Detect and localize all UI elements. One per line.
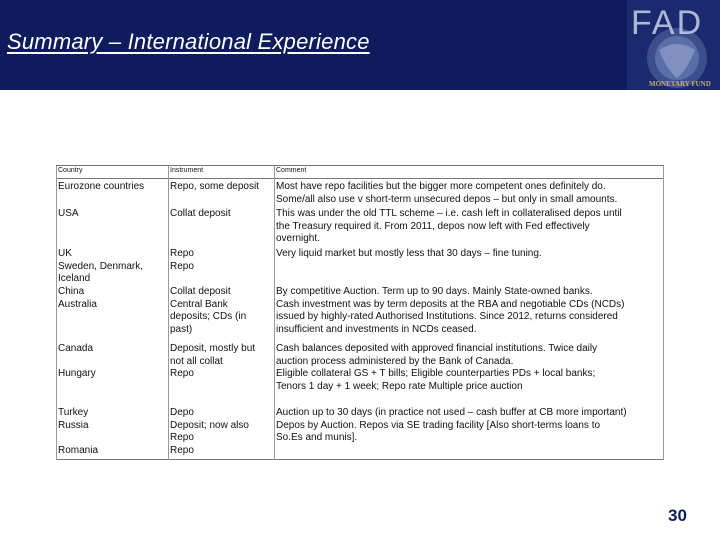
comment-cell	[276, 208, 664, 246]
comment-line: By competitive Auction. Term up to 90 days. Mainly State-owned banks.	[276, 286, 593, 297]
column-header: Instrument	[170, 167, 204, 174]
instrument-line: Repo	[170, 432, 194, 443]
fad-imf-logo	[627, 0, 720, 90]
comment-line: Most have repo facilities but the bigger more competent ones definitely do.	[276, 181, 606, 192]
comment-line: This was under the old TTL scheme – i.e. cash left in collateralised depos until	[276, 208, 622, 219]
comment-cell	[276, 343, 664, 393]
country-line: Canada	[58, 343, 94, 354]
country-line: Australia	[58, 298, 97, 310]
country-line: Eurozone countries	[58, 181, 145, 192]
country-line: Turkey	[58, 407, 89, 418]
comment-line: overnight.	[276, 233, 320, 244]
country-line: Iceland	[58, 273, 91, 284]
instrument-line: deposits; CDs (in	[170, 311, 247, 322]
instrument-line: Repo, some deposit	[170, 181, 259, 192]
header-divider	[56, 178, 664, 179]
instrument-line: not all collat	[170, 355, 223, 367]
instrument-line: Collat deposit	[170, 208, 231, 219]
country-line: Russia	[58, 419, 89, 431]
comment-line: Eligible collateral GS + T bills; Eligible counterparties PDs + local banks;	[276, 368, 596, 379]
comment-line: Depos by Auction. Repos via SE trading facility [Also short-terms loans to	[276, 419, 601, 431]
column-divider	[274, 166, 275, 460]
comment-line: So.Es and munis].	[276, 432, 358, 443]
instrument-line: Deposit, mostly but	[170, 343, 256, 354]
country-line	[58, 356, 166, 369]
page-number: 30	[668, 506, 687, 525]
top-divider	[56, 165, 664, 166]
comment-line: Tenors 1 day + 1 week; Repo rate Multiple price auction	[276, 380, 523, 392]
country-line: Romania	[58, 444, 99, 456]
instrument-cell	[170, 343, 274, 381]
country-line: Hungary	[58, 368, 96, 379]
comment-line: Cash investment was by term deposits at the RBA and negotiable CDs (NCDs)	[276, 298, 625, 310]
country-line: UK	[58, 248, 72, 259]
comment-line: the Treasury required it. From 2011, depos now left with Fed effectively	[276, 220, 590, 232]
comment-cell	[276, 407, 664, 445]
instrument-cell	[170, 181, 274, 194]
instrument-line: Depo	[170, 407, 194, 418]
instrument-cell	[170, 407, 274, 457]
comment-line: Cash balances deposited with approved financial institutions. Twice daily	[276, 343, 598, 354]
comment-line: issued by highly-rated Authorised Institutions. Since 2012, returns considered	[276, 311, 618, 322]
instrument-line: Central Bank	[170, 298, 228, 310]
column-divider	[168, 166, 169, 460]
instrument-line: Repo	[170, 368, 194, 379]
country-line: China	[58, 286, 85, 297]
instrument-line: Repo	[170, 248, 194, 259]
instrument-line: past)	[170, 323, 193, 335]
logo-text: FAD	[631, 4, 704, 42]
comment-line: insufficient and investments in NCDs ceased.	[276, 323, 477, 335]
comment-line: Auction up to 30 days (in practice not used – cash buffer at CB more important)	[276, 407, 627, 418]
column-header: Comment	[276, 167, 307, 174]
logo-ring-text: MONETARY FUND	[649, 80, 711, 88]
instrument-line: Collat deposit	[170, 286, 231, 297]
country-cell	[58, 248, 166, 286]
country-line: USA	[58, 208, 79, 219]
comment-line: Very liquid market but mostly less that 30 days – fine tuning.	[276, 248, 542, 259]
country-cell	[58, 286, 166, 311]
instrument-line: Deposit; now also	[170, 419, 249, 431]
comment-cell	[276, 181, 664, 206]
country-line: Sweden, Denmark,	[58, 260, 144, 272]
instrument-cell	[170, 286, 274, 336]
comment-cell	[276, 286, 664, 336]
slide-header	[0, 0, 720, 90]
bottom-divider	[56, 459, 664, 460]
comment-cell	[276, 248, 664, 261]
slide-title: Summary – International Experience	[7, 29, 370, 54]
country-cell	[58, 181, 166, 194]
instrument-cell	[170, 208, 274, 221]
country-cell	[58, 407, 166, 457]
column-header: Country	[58, 167, 83, 174]
instrument-cell	[170, 248, 274, 273]
country-line	[58, 432, 166, 445]
column-divider	[56, 166, 57, 460]
instrument-line: Repo	[170, 260, 194, 272]
instrument-line: Repo	[170, 444, 194, 456]
country-cell	[58, 208, 166, 221]
comment-line: auction process administered by the Bank of Canada.	[276, 355, 514, 367]
comment-line: Some/all also use v short-term unsecured depos – but only in small amounts.	[276, 193, 618, 205]
column-divider	[663, 166, 664, 460]
country-cell	[58, 343, 166, 381]
